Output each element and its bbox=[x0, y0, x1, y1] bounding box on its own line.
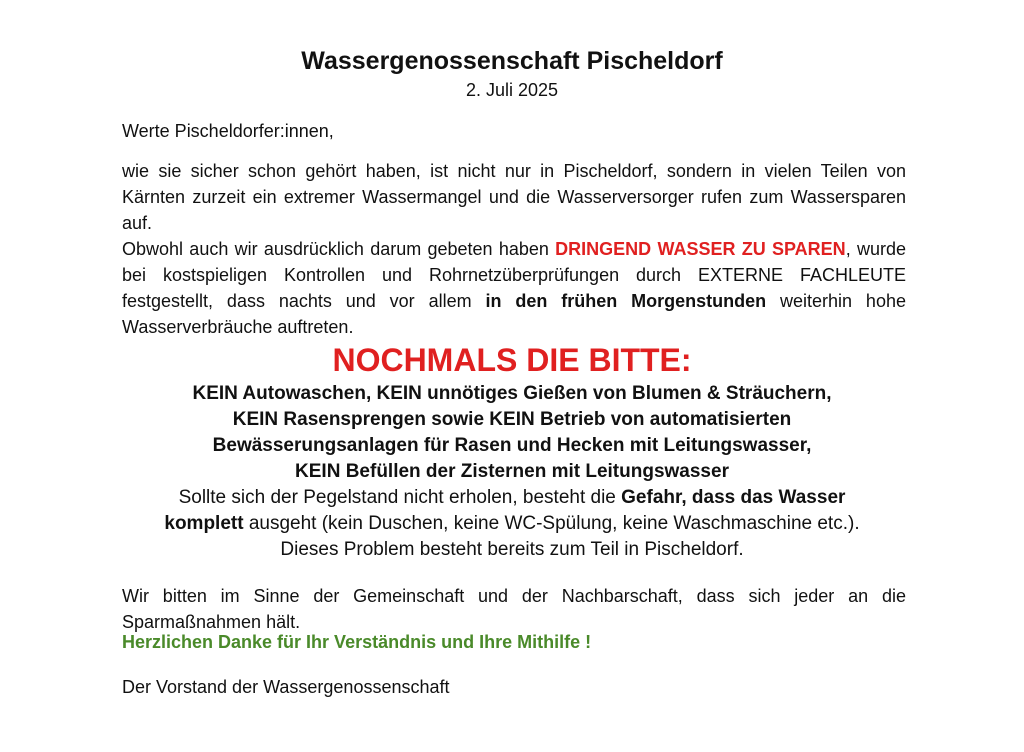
warning-text: Sollte sich der Pegelstand nicht erholen, besteht die bbox=[178, 487, 622, 508]
rules-list bbox=[80, 381, 944, 485]
para2-text-2: , wurde bei kostspieligen Kontrollen und Rohrnetzüberprüfungen durch EXTERNE FACHLEUTE festgestellt, dass nachts und vor allem bbox=[122, 239, 906, 311]
signature: Der Vorstand der Wassergenossenschaft bbox=[122, 677, 450, 697]
para2-text-1: Obwohl auch wir ausdrücklich darum gebeten haben bbox=[122, 239, 556, 259]
thanks-line: Herzlichen Danke für Ihr Verständnis und Ihre Mithilfe ! bbox=[122, 632, 592, 652]
rule-line: KEIN Rasensprengen sowie KEIN Betrieb von automatisierten bbox=[232, 409, 792, 430]
paragraph-inspection bbox=[122, 236, 906, 340]
headline-request: NOCHMALS DIE BITTE: bbox=[332, 342, 692, 378]
warning-bold: Gefahr, dass das Wasser bbox=[621, 487, 846, 508]
document-title: Wassergenossenschaft Pischeldorf bbox=[301, 47, 723, 75]
emphasis-morning-hours: in den frühen Morgenstunden bbox=[485, 291, 767, 311]
paragraph-water-shortage: wie sie sicher schon gehört haben, ist nicht nur in Pischeldorf, sondern in vielen Teilen von Kärnten zurzeit ein extremer Wassermangel und die Wasserversorger rufen zum Wassersparen auf. bbox=[122, 161, 906, 233]
warning-line-3: Dieses Problem besteht bereits zum Teil in Pischeldorf. bbox=[280, 539, 744, 560]
warning-block bbox=[80, 485, 944, 563]
rule-line: KEIN Autowaschen, KEIN unnötiges Gießen von Blumen & Sträuchern, bbox=[192, 383, 832, 404]
warning-bold: komplett bbox=[164, 513, 244, 534]
rule-line: Bewässerungsanlagen für Rasen und Hecken mit Leitungswasser, bbox=[212, 435, 812, 456]
greeting: Werte Pischeldorfer:innen, bbox=[122, 121, 334, 141]
para2-text-3: weiterhin hohe Wasserverbräuche auftreten. bbox=[122, 291, 906, 337]
paragraph-closing: Wir bitten im Sinne der Gemeinschaft und der Nachbarschaft, dass sich jeder an die Sparmaßnahmen hält. bbox=[122, 586, 906, 632]
warning-line-1 bbox=[80, 485, 944, 511]
warning-text: ausgeht (kein Duschen, keine WC-Spülung, keine Waschmaschine etc.). bbox=[243, 513, 860, 534]
warning-line-2 bbox=[80, 511, 944, 537]
emphasis-save-water: DRINGEND WASSER ZU SPAREN bbox=[555, 239, 846, 259]
rule-line: KEIN Befüllen der Zisternen mit Leitungswasser bbox=[295, 461, 729, 482]
document-date: 2. Juli 2025 bbox=[465, 80, 559, 100]
